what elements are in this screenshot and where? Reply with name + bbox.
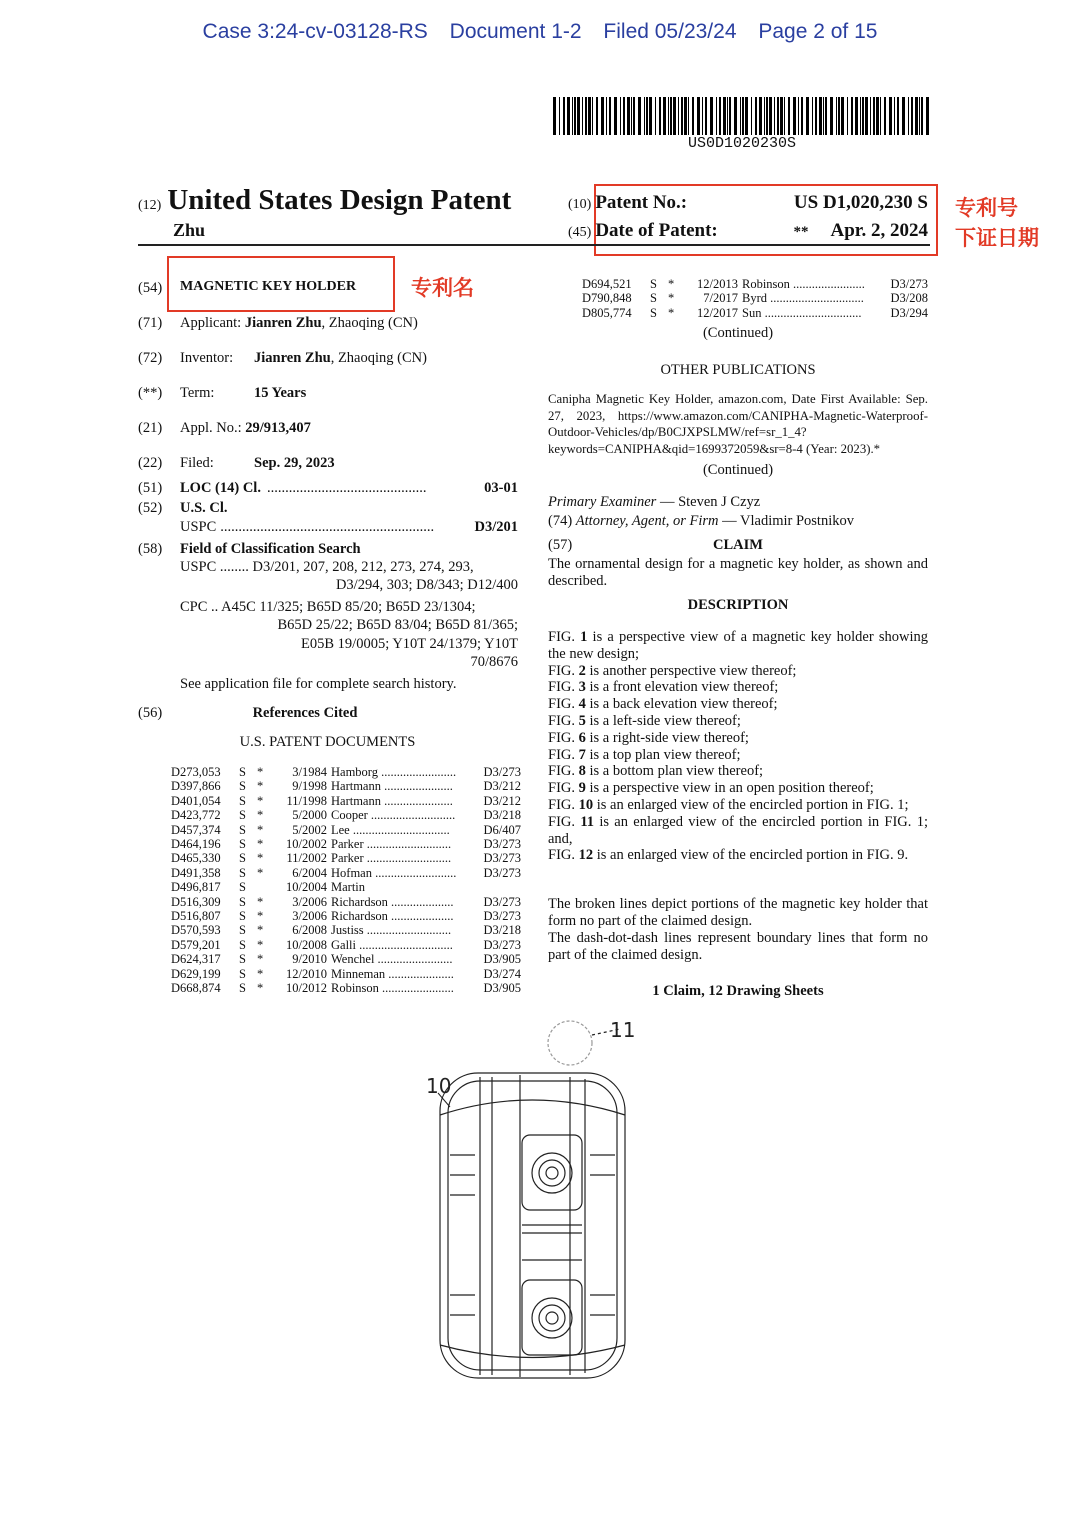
reference-cell: S: [239, 909, 246, 924]
reference-cell: D629,199: [171, 966, 221, 981]
field-57: (57): [548, 537, 573, 553]
reference-row: [582, 291, 928, 305]
figure-description: FIG. 5 is a left-side view thereof;: [548, 712, 741, 729]
figure-description: FIG. 9 is a perspective view in an open position thereof;: [548, 780, 874, 797]
reference-cell: 12/2010: [286, 966, 327, 981]
reference-cell: D668,874: [171, 981, 221, 996]
reference-cell: *: [257, 779, 264, 794]
applicant-location: , Zhaoqing (CN): [321, 315, 418, 331]
reference-cell: [475, 880, 521, 894]
figure-description: FIG. 7 is a top plan view thereof;: [548, 746, 741, 763]
reference-cell: 10/2004: [286, 880, 327, 895]
claims-summary: 1 Claim, 12 Drawing Sheets: [652, 983, 824, 999]
reference-cell: *: [668, 277, 675, 291]
field-22: [138, 454, 335, 472]
patent-title-heading: [138, 184, 511, 217]
reference-cell: *: [257, 765, 264, 779]
reference-cell: 10/2008: [286, 937, 327, 952]
patent-number: US D1,020,230 S: [793, 192, 928, 213]
reference-cell: Hamborg ........................: [331, 765, 457, 779]
examiner-name: — Steven J Czyz: [656, 494, 761, 510]
leader-dots: ............................................: [266, 480, 427, 496]
continued-references-table: [582, 277, 928, 320]
search-uspc-cont: D3/294, 303; D8/343; D12/400: [335, 577, 518, 594]
reference-cell: D457,374: [171, 822, 221, 837]
continued-label: (Continued): [702, 325, 774, 341]
field-21: [138, 419, 311, 437]
reference-cell: D516,309: [171, 894, 221, 909]
annotation-grant-date: 下证日期: [955, 226, 1039, 250]
reference-cell: S: [650, 305, 657, 320]
reference-cell: Hartmann ......................: [331, 793, 453, 808]
reference-cell: *: [257, 851, 264, 866]
patent-date-label: Date of Patent:: [595, 220, 718, 241]
reference-cell: 11/2002: [286, 851, 327, 866]
reference-cell: D579,201: [171, 937, 221, 952]
field-term: [138, 384, 306, 402]
header-rule: [138, 244, 930, 246]
reference-cell: 9/1998: [292, 779, 327, 794]
reference-cell: S: [650, 291, 657, 306]
figure-label-11: 11: [610, 1018, 636, 1042]
reference-cell: D3/273: [483, 937, 521, 952]
field-label: Field of Classification Search: [180, 541, 361, 557]
reference-cell: D3/273: [483, 851, 521, 866]
reference-cell: Martin: [331, 880, 366, 895]
reference-cell: *: [257, 966, 264, 981]
reference-cell: Robinson .......................: [331, 981, 454, 996]
reference-cell: *: [257, 837, 264, 852]
figure-description: FIG. 3 is a front elevation view thereof;: [548, 679, 779, 696]
reference-cell: S: [239, 937, 246, 952]
reference-row: [171, 952, 521, 966]
reference-cell: D496,817: [171, 880, 221, 895]
reference-cell: D6/407: [483, 822, 521, 837]
uspc-line: [180, 518, 518, 536]
classification-search: [180, 558, 518, 693]
search-cpc-cont: 70/8676: [470, 653, 518, 670]
reference-cell: S: [650, 277, 657, 291]
barcode: [553, 97, 931, 135]
broken-lines-note: The broken lines depict portions of the magnetic key holder that form no part of the claimed design.: [548, 896, 928, 929]
figure-description: FIG. 11 is an enlarged view of the encircled portion in FIG. 1; and,: [548, 813, 928, 847]
term-value: 15 Years: [254, 385, 307, 401]
figure-description: FIG. 2 is another perspective view thereof;: [548, 662, 797, 679]
reference-cell: *: [257, 865, 264, 880]
reference-cell: Parker ...........................: [331, 837, 452, 852]
reference-cell: D3/273: [890, 277, 928, 291]
reference-row: [171, 851, 521, 865]
reference-cell: S: [239, 966, 246, 981]
reference-cell: *: [257, 909, 264, 924]
reference-cell: 12/2017: [697, 305, 738, 320]
patent-date-row: [568, 220, 928, 242]
reference-row: [171, 981, 521, 995]
figure-description: FIG. 10 is an enlarged view of the encircled portion in FIG. 1;: [548, 796, 909, 813]
reference-cell: Richardson ....................: [331, 894, 454, 909]
case-header: [0, 20, 1080, 44]
reference-cell: D694,521: [582, 277, 632, 291]
reference-cell: D3/273: [483, 837, 521, 852]
reference-cell: S: [239, 894, 246, 909]
reference-cell: Cooper ...........................: [331, 808, 456, 823]
reference-cell: Richardson ....................: [331, 909, 454, 924]
field-label: Filed:: [180, 455, 214, 471]
search-cpc-cont: E05B 19/0005; Y10T 24/1379; Y10T: [301, 635, 518, 652]
reference-cell: 3/2006: [292, 909, 327, 924]
claim-text: The ornamental design for a magnetic key holder, as shown and described.: [548, 556, 928, 589]
reference-cell: Galli ..............................: [331, 937, 453, 952]
reference-cell: S: [239, 865, 246, 880]
attorney-line: [548, 512, 854, 530]
reference-cell: *: [668, 291, 675, 306]
reference-cell: D3/274: [483, 966, 521, 981]
reference-cell: 6/2004: [292, 865, 327, 880]
case-number: Case 3:24-cv-03128-RS: [202, 20, 428, 43]
reference-cell: Minneman .....................: [331, 966, 454, 981]
figure-description: FIG. 4 is a back elevation view thereof;: [548, 696, 778, 713]
reference-cell: D3/212: [483, 779, 521, 794]
reference-cell: D570,593: [171, 923, 221, 938]
reference-row: [171, 866, 521, 880]
reference-row: [171, 967, 521, 981]
reference-row: [171, 765, 521, 779]
reference-row: [171, 794, 521, 808]
reference-row: [171, 909, 521, 923]
publication-entry: Canipha Magnetic Key Holder, amazon.com, Date First Available: Sep. 27, 2023, https://www.amazon.com/CANIPHA-Magnetic-Waterproof-Outdoor-Vehicles/dp/B0CJXPSLMW/ref=sr_1_4?keywords=CANIPHA&qid=1699372059&sr=8-4 (Year: 2023).*: [548, 392, 928, 456]
reference-row: [171, 938, 521, 952]
field-label: Appl. No.:: [180, 420, 242, 436]
reference-row: [171, 779, 521, 793]
field-label: Term:: [180, 385, 215, 401]
reference-cell: S: [239, 779, 246, 794]
reference-cell: S: [239, 808, 246, 823]
date-stars: **: [793, 224, 809, 240]
inventor-location: , Zhaoqing (CN): [330, 350, 427, 366]
reference-row: [171, 923, 521, 937]
field-code: (**): [138, 385, 163, 401]
reference-cell: S: [239, 952, 246, 967]
search-cpc-cont: B65D 25/22; B65D 83/04; B65D 81/365;: [277, 617, 518, 634]
patent-name: MAGNETIC KEY HOLDER: [180, 279, 357, 294]
reference-cell: D464,196: [171, 837, 221, 852]
reference-cell: [257, 880, 271, 894]
field-71: [138, 314, 418, 332]
reference-cell: D790,848: [582, 291, 632, 306]
continued-label: (Continued): [702, 462, 774, 478]
figure-description: FIG. 1 is a perspective view of a magnetic key holder showing the new design;: [548, 629, 928, 662]
field-label: LOC (14) Cl.: [180, 480, 261, 496]
reference-cell: 9/2010: [292, 952, 327, 967]
references-cited-heading: References Cited: [252, 705, 358, 721]
primary-examiner: [548, 493, 760, 511]
search-uspc: USPC ........ D3/201, 207, 208, 212, 273, 274, 293,: [180, 559, 474, 575]
reference-cell: D3/212: [483, 793, 521, 808]
reference-cell: Lee ...............................: [331, 822, 450, 837]
reference-cell: D491,358: [171, 865, 221, 880]
field-code: (51): [138, 480, 163, 496]
field-label: Inventor:: [180, 350, 234, 366]
key-holder-drawing: [420, 1015, 650, 1395]
reference-cell: D3/273: [483, 909, 521, 924]
reference-cell: D3/273: [483, 865, 521, 880]
reference-cell: D3/294: [890, 305, 928, 320]
code-45: (45): [568, 225, 592, 240]
dash-lines-note: The dash-dot-dash lines represent boundary lines that form no part of the claimed design.: [548, 930, 928, 963]
field-72: [138, 349, 427, 367]
inventor-name: Jianren Zhu: [254, 350, 331, 366]
patent-date: Apr. 2, 2024: [830, 220, 928, 241]
reference-cell: *: [257, 808, 264, 823]
reference-row: [171, 880, 521, 894]
field-code: (56): [138, 705, 163, 721]
reference-cell: D3/208: [890, 291, 928, 306]
reference-cell: 11/1998: [286, 793, 327, 808]
reference-cell: D423,772: [171, 808, 221, 823]
reference-cell: D397,866: [171, 779, 221, 794]
reference-row: [582, 306, 928, 320]
application-number: 29/913,407: [245, 420, 311, 436]
field-58: [138, 540, 361, 558]
reference-cell: Byrd ..............................: [742, 291, 864, 306]
uspc-label: USPC: [180, 519, 217, 535]
reference-cell: 12/2013: [697, 277, 738, 291]
reference-cell: *: [257, 952, 264, 967]
reference-cell: D273,053: [171, 765, 221, 779]
reference-cell: D3/218: [483, 923, 521, 938]
leader-dots: ...........................................................: [220, 519, 435, 535]
field-label: U.S. Cl.: [180, 500, 228, 516]
barcode-text: US0D1020230S: [687, 135, 797, 152]
patent-number-label: Patent No.:: [595, 192, 688, 213]
field-label: Applicant:: [180, 315, 242, 331]
us-patent-documents-heading: U.S. PATENT DOCUMENTS: [239, 734, 416, 750]
reference-row: [171, 895, 521, 909]
reference-cell: D3/218: [483, 808, 521, 823]
reference-cell: S: [239, 822, 246, 837]
reference-cell: *: [257, 981, 264, 996]
reference-cell: 7/2017: [703, 291, 738, 306]
reference-cell: *: [257, 822, 264, 837]
reference-cell: 3/1984: [292, 765, 327, 779]
reference-cell: 10/2002: [286, 837, 327, 852]
figure-description: FIG. 6 is a right-side view thereof;: [548, 729, 749, 746]
reference-cell: S: [239, 923, 246, 938]
attorney-name: — Vladimir Postnikov: [718, 513, 854, 529]
reference-cell: 6/2008: [292, 923, 327, 938]
search-history-note: See application file for complete search history.: [180, 675, 457, 692]
loc-class: 03-01: [484, 480, 518, 496]
filed-date: Filed 05/23/24: [603, 20, 737, 43]
filed-date-value: Sep. 29, 2023: [254, 455, 335, 471]
reference-cell: 5/2002: [292, 822, 327, 837]
attorney-label: Attorney, Agent, or Firm: [575, 513, 719, 529]
reference-cell: S: [239, 981, 246, 996]
reference-cell: 10/2012: [286, 981, 327, 996]
search-cpc: CPC .. A45C 11/325; B65D 85/20; B65D 23/1304;: [180, 599, 476, 616]
reference-cell: 3/2006: [292, 894, 327, 909]
reference-cell: Justiss ...........................: [331, 923, 452, 938]
reference-cell: Robinson .......................: [742, 277, 865, 291]
reference-cell: D3/273: [483, 765, 521, 779]
reference-row: [171, 823, 521, 837]
reference-cell: Hartmann ......................: [331, 779, 453, 794]
field-code: (21): [138, 420, 163, 436]
examiner-label: Primary Examiner: [548, 494, 657, 510]
code-12: (12): [138, 198, 162, 213]
annotation-patent-name: 专利名: [411, 276, 474, 300]
document-number: Document 1-2: [449, 20, 582, 43]
reference-cell: S: [239, 765, 246, 779]
field-code: (22): [138, 455, 163, 471]
reference-cell: *: [257, 793, 264, 808]
field-code: (74): [548, 513, 573, 529]
code-10: (10): [568, 197, 592, 212]
reference-row: [171, 837, 521, 851]
reference-cell: Hofman ..........................: [331, 865, 457, 880]
reference-cell: *: [668, 305, 675, 320]
reference-cell: S: [239, 837, 246, 852]
field-52: [138, 499, 228, 517]
patent-number-row: [568, 192, 928, 214]
annotation-patent-number: 专利号: [955, 196, 1018, 220]
figure-description: FIG. 8 is a bottom plan view thereof;: [548, 763, 764, 780]
reference-row: [171, 808, 521, 822]
other-publications-heading: OTHER PUBLICATIONS: [660, 362, 816, 378]
reference-cell: D3/905: [483, 981, 521, 996]
reference-cell: D624,317: [171, 952, 221, 967]
figure-description: FIG. 12 is an enlarged view of the encircled portion in FIG. 9.: [548, 847, 909, 864]
references-table: [171, 765, 521, 996]
field-code: (52): [138, 500, 163, 516]
page-number: Page 2 of 15: [758, 20, 878, 43]
field-code: (54): [138, 280, 163, 296]
uspc-value: D3/201: [474, 519, 518, 535]
field-code: (58): [138, 541, 163, 557]
applicant-name: Jianren Zhu: [244, 315, 322, 331]
reference-cell: D3/273: [483, 894, 521, 909]
field-code: (72): [138, 350, 163, 366]
description-heading: DESCRIPTION: [687, 597, 789, 613]
reference-cell: S: [239, 851, 246, 866]
reference-cell: 5/2000: [292, 808, 327, 823]
reference-cell: S: [239, 793, 246, 808]
reference-cell: Sun ...............................: [742, 305, 862, 320]
figure-descriptions: [548, 629, 928, 864]
reference-cell: D3/905: [483, 952, 521, 967]
field-51: [138, 479, 518, 497]
reference-cell: Parker ...........................: [331, 851, 452, 866]
reference-cell: *: [257, 923, 264, 938]
reference-cell: D805,774: [582, 305, 632, 320]
reference-cell: *: [257, 937, 264, 952]
field-code: (71): [138, 315, 163, 331]
reference-cell: D516,807: [171, 909, 221, 924]
reference-cell: S: [239, 880, 246, 895]
reference-cell: D401,054: [171, 793, 221, 808]
patent-type: United States Design Patent: [167, 184, 512, 216]
reference-cell: Wenchel ........................: [331, 952, 453, 967]
inventor-surname: Zhu: [173, 220, 206, 240]
reference-row: [582, 277, 928, 291]
figure-label-10: 10: [426, 1074, 452, 1098]
reference-cell: *: [257, 894, 264, 909]
claim-heading: CLAIM: [713, 537, 763, 553]
reference-cell: D465,330: [171, 851, 221, 866]
